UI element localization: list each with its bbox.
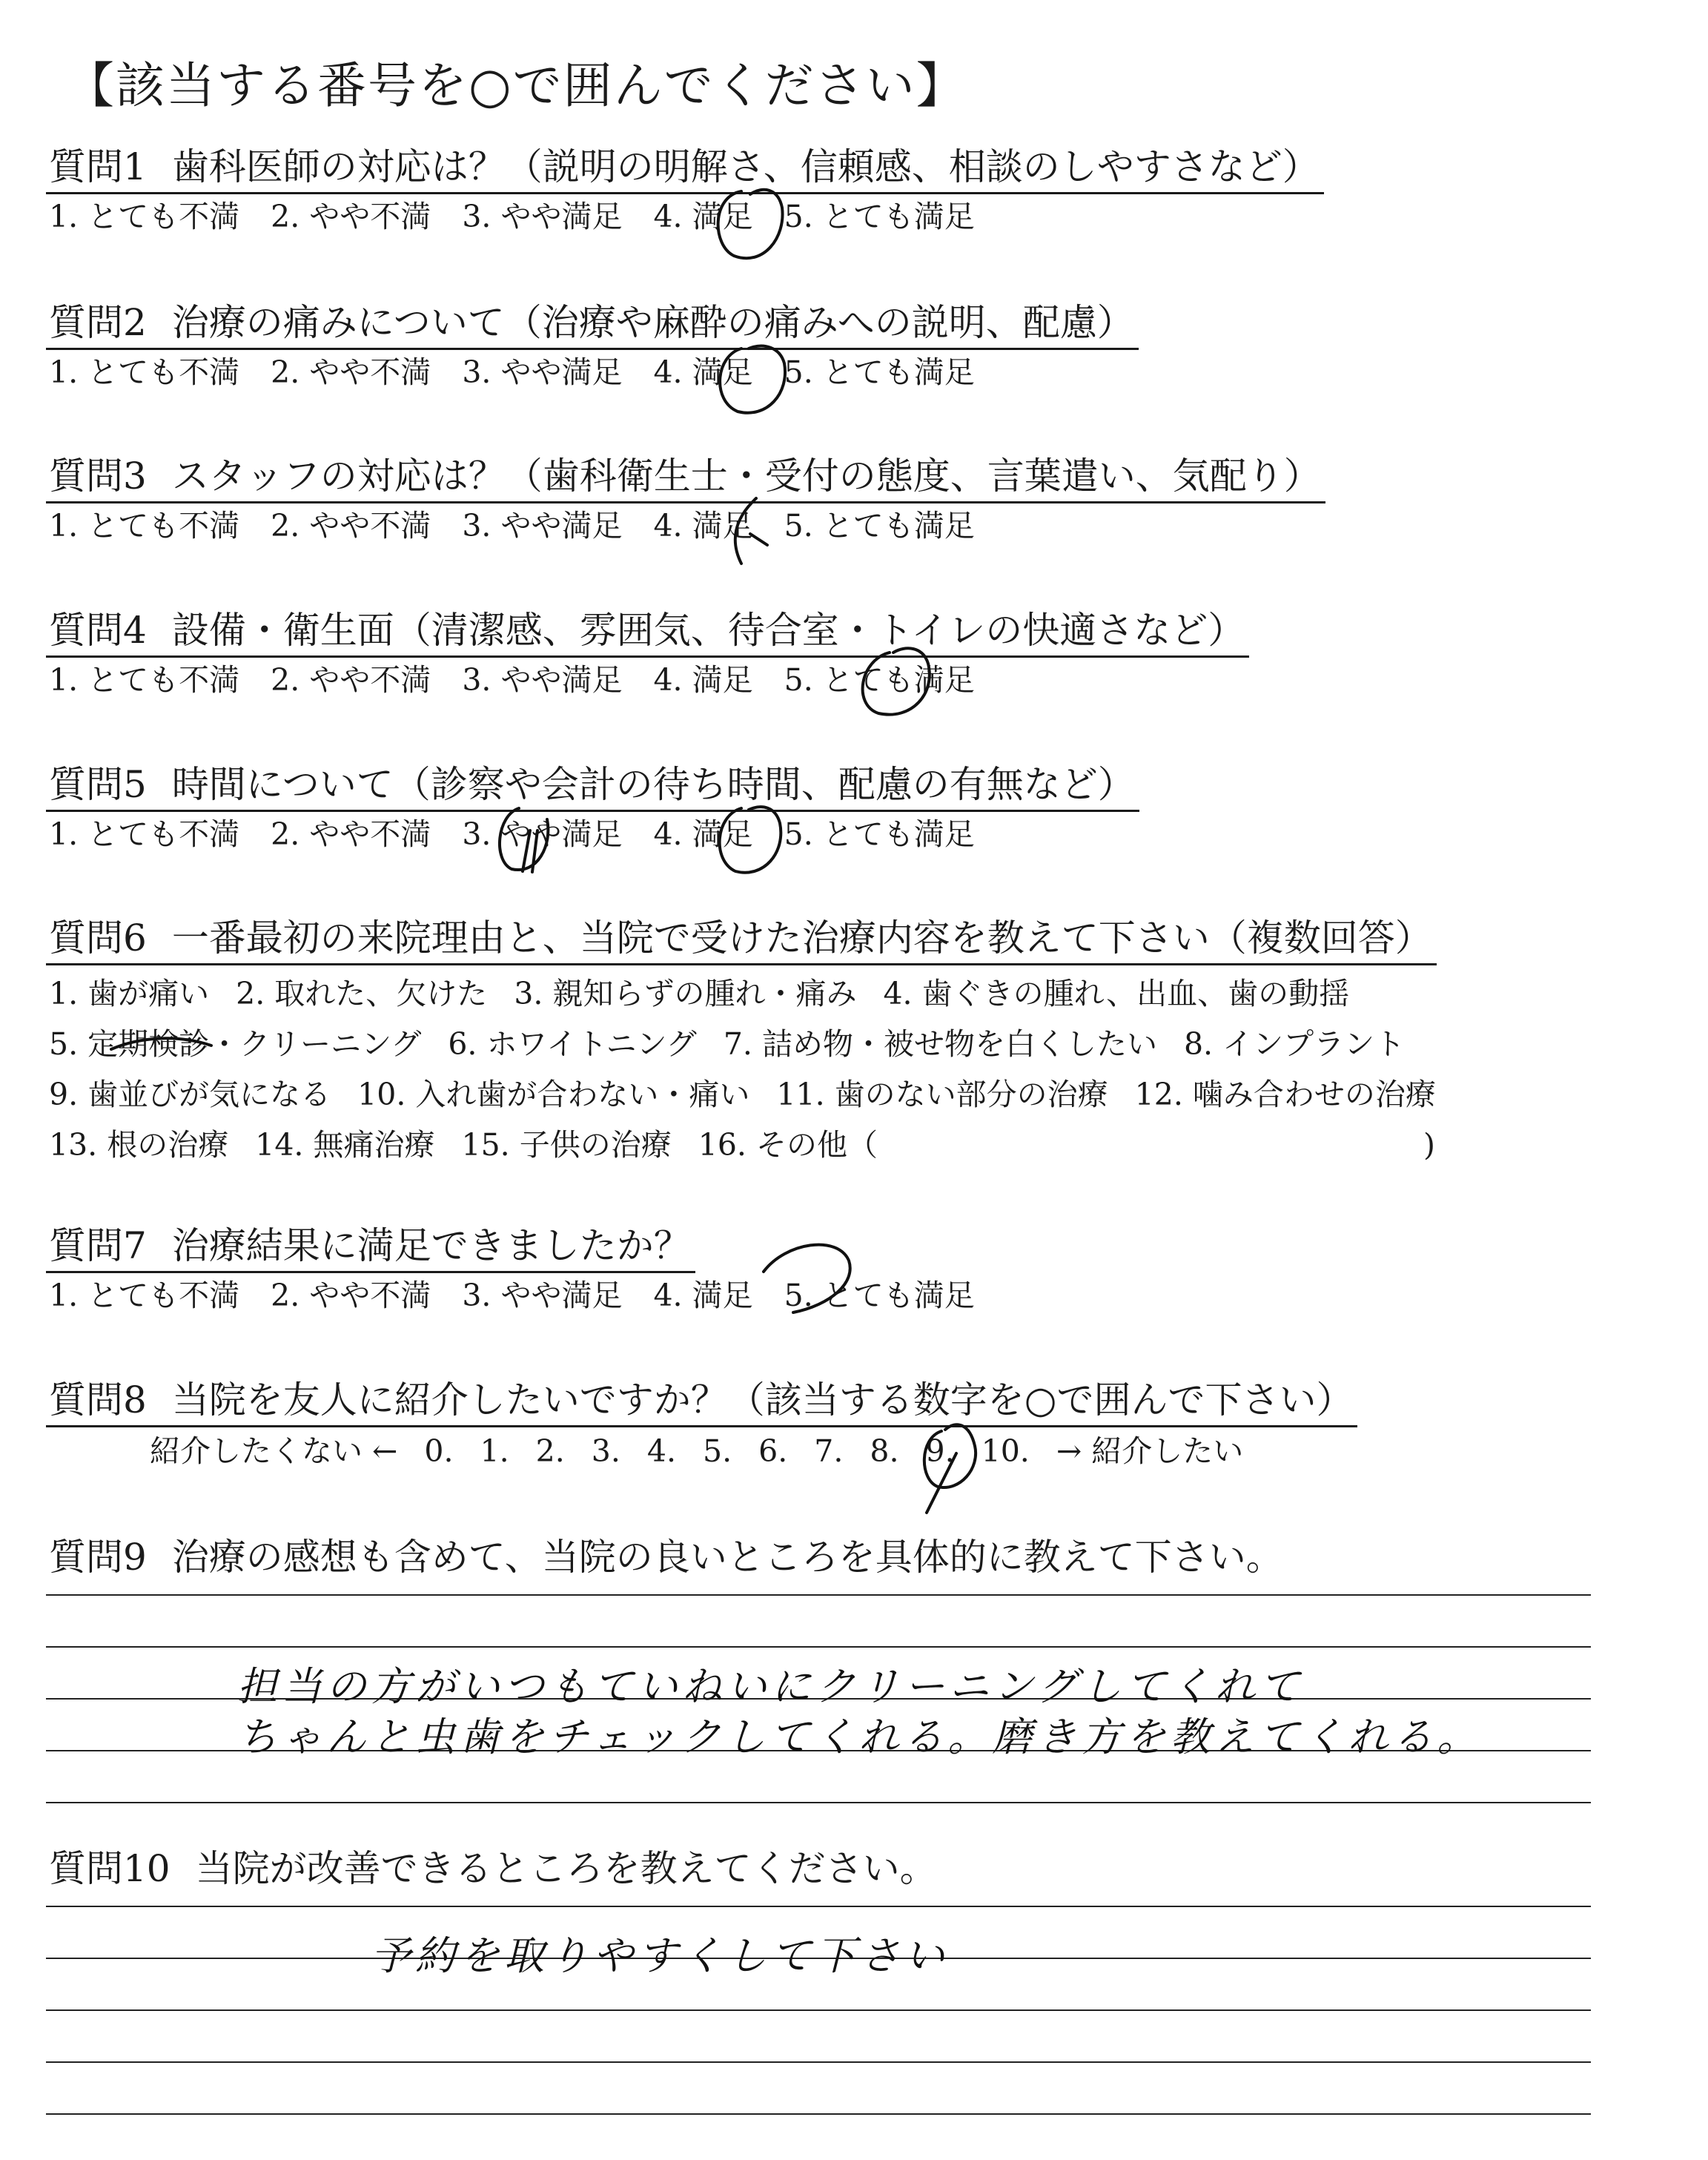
question-text: スタッフの対応は？（歯科衛生士・受付の態度、言葉遣い、気配り） <box>171 455 1321 498</box>
question-2 <box>46 300 1677 392</box>
option-1[interactable]: 1. とても不満 <box>49 199 240 234</box>
question-3-heading <box>46 454 1325 503</box>
scale-7[interactable]: 7. <box>814 1433 844 1469</box>
question-text: 時間について（診察や会計の待ち時間、配慮の有無など） <box>171 763 1135 806</box>
question-number: 質問4 <box>49 609 147 652</box>
option-13[interactable]: 13. 根の治療 <box>49 1127 229 1163</box>
scale-4[interactable]: 4. <box>646 1433 677 1469</box>
option-6[interactable]: 6. ホワイトニング <box>448 1026 697 1062</box>
writing-line <box>46 2061 1591 2063</box>
question-text: 歯科医師の対応は？（説明の明解さ、信頼感、相談のしやすさなど） <box>171 145 1320 188</box>
scale-2[interactable]: 2. <box>535 1433 565 1469</box>
option-5[interactable]: 5. とても満足 <box>784 816 975 852</box>
page-title: 【該当する番号を○で囲んでください】 <box>65 57 967 114</box>
other-close-paren: ) <box>1423 1127 1435 1163</box>
option-2[interactable]: 2. やや不満 <box>271 199 431 234</box>
question-number: 質問9 <box>49 1536 147 1579</box>
question-4 <box>46 608 1677 699</box>
option-4[interactable]: 4. 満足 <box>653 1278 753 1313</box>
question-text: 一番最初の来院理由と、当院で受けた治療内容を教えて下さい（複数回答） <box>171 916 1432 960</box>
question-7 <box>46 1223 1677 1315</box>
option-5[interactable]: 5. とても満足 <box>784 1278 975 1313</box>
scale-1[interactable]: 1. <box>480 1433 509 1469</box>
question-1-heading <box>46 145 1324 194</box>
question-1 <box>46 145 1677 236</box>
option-9[interactable]: 9. 歯並びが気になる <box>49 1077 331 1112</box>
option-4[interactable]: 4. 満足 <box>653 199 753 234</box>
scale-10[interactable]: 10. <box>981 1433 1030 1469</box>
option-5[interactable]: 5. とても満足 <box>784 354 975 390</box>
question-8 <box>46 1378 1677 1470</box>
question-number: 質問6 <box>49 916 147 960</box>
option-1[interactable]: 1. とても不満 <box>49 1278 240 1313</box>
answer-options <box>46 353 1677 392</box>
question-5-heading <box>46 762 1139 812</box>
option-1[interactable]: 1. 歯が痛い <box>49 976 210 1011</box>
writing-line <box>46 2009 1591 2011</box>
option-1[interactable]: 1. とても不満 <box>49 508 240 544</box>
scale-left-label: 紹介したくない ← <box>150 1433 398 1469</box>
option-5[interactable]: 5. 定期検診・クリーニング <box>49 1026 422 1062</box>
option-1[interactable]: 1. とても不満 <box>49 816 240 852</box>
writing-line <box>46 1802 1591 1803</box>
question-text: 治療の感想も含めて、当院の良いところを具体的に教えて下さい。 <box>171 1536 1283 1579</box>
option-15[interactable]: 15. 子供の治療 <box>461 1127 672 1163</box>
answer-options <box>46 661 1677 699</box>
handwritten-answer-q10: 予約を取りやすくして下さい <box>371 1932 949 1979</box>
question-9-heading <box>46 1535 1677 1579</box>
option-3[interactable]: 3. 親知らずの腫れ・痛み <box>514 976 857 1011</box>
writing-line <box>46 1906 1591 1907</box>
answer-options <box>46 1276 1677 1315</box>
writing-line <box>46 1594 1591 1596</box>
question-3 <box>46 454 1677 545</box>
question-text: 当院を友人に紹介したいですか？（該当する数字を○で囲んで下さい） <box>171 1378 1354 1421</box>
referral-scale <box>46 1432 1677 1470</box>
answer-row-1 <box>46 974 1677 1013</box>
handwritten-answer-q9-line1: 担当の方がいつもていねいにクリーニングしてくれて <box>237 1663 1304 1710</box>
option-3[interactable]: 3. やや満足 <box>462 662 623 698</box>
scale-9[interactable]: 9. <box>925 1433 955 1469</box>
option-2[interactable]: 2. やや不満 <box>271 816 431 852</box>
option-5[interactable]: 5. とても満足 <box>784 508 975 544</box>
question-number: 質問5 <box>49 763 147 806</box>
scale-3[interactable]: 3. <box>591 1433 620 1469</box>
scale-0[interactable]: 0. <box>424 1433 454 1469</box>
option-8[interactable]: 8. インプラント <box>1183 1026 1406 1062</box>
question-number: 質問3 <box>49 455 147 498</box>
option-2[interactable]: 2. やや不満 <box>271 662 431 698</box>
option-14[interactable]: 14. 無痛治療 <box>255 1127 435 1163</box>
option-1[interactable]: 1. とても不満 <box>49 662 240 698</box>
option-3[interactable]: 3. やや満足 <box>462 354 623 390</box>
scale-8[interactable]: 8. <box>870 1433 899 1469</box>
writing-line <box>46 1646 1591 1648</box>
option-3[interactable]: 3. やや満足 <box>462 1278 623 1313</box>
answer-options <box>46 815 1677 853</box>
option-5[interactable]: 5. とても満足 <box>784 199 975 234</box>
option-3[interactable]: 3. やや満足 <box>462 508 623 544</box>
option-10[interactable]: 10. 入れ歯が合わない・痛い <box>357 1077 750 1112</box>
option-2[interactable]: 2. 取れた、欠けた <box>236 976 488 1011</box>
option-3[interactable]: 3. やや満足 <box>462 199 623 234</box>
question-number: 質問1 <box>49 145 147 188</box>
option-1[interactable]: 1. とても不満 <box>49 354 240 390</box>
question-7-heading <box>46 1223 695 1273</box>
answer-row-4 <box>46 1126 1677 1164</box>
question-6-heading <box>46 916 1437 965</box>
question-text: 治療の痛みについて（治療や麻酔の痛みへの説明、配慮） <box>171 301 1134 344</box>
question-number: 質問7 <box>49 1224 147 1267</box>
question-number: 質問8 <box>49 1378 147 1421</box>
option-2[interactable]: 2. やや不満 <box>271 508 431 544</box>
question-5 <box>46 762 1677 853</box>
option-5[interactable]: 5. とても満足 <box>784 662 975 698</box>
question-4-heading <box>46 608 1249 658</box>
handwritten-answer-q9-line2: ちゃんと虫歯をチェックしてくれる。磨き方を教えてくれる。 <box>237 1714 1482 1760</box>
option-4[interactable]: 4. 満足 <box>653 816 753 852</box>
option-12[interactable]: 12. 噛み合わせの治療 <box>1134 1077 1436 1112</box>
question-9 <box>46 1535 1677 1579</box>
question-number: 質問10 <box>49 1847 171 1890</box>
option-4[interactable]: 4. 満足 <box>653 662 753 698</box>
question-10 <box>46 1846 1677 1891</box>
option-4[interactable]: 4. 歯ぐきの腫れ、出血、歯の動揺 <box>883 976 1350 1011</box>
option-2[interactable]: 2. やや不満 <box>271 1278 431 1313</box>
scale-right-label: → 紹介したい <box>1056 1433 1244 1469</box>
answer-options <box>46 197 1677 236</box>
question-2-heading <box>46 300 1139 350</box>
option-2[interactable]: 2. やや不満 <box>271 354 431 390</box>
option-16[interactable]: 16. その他（ <box>698 1127 878 1163</box>
option-4[interactable]: 4. 満足 <box>653 354 753 390</box>
answer-row-3 <box>46 1075 1677 1114</box>
scale-5[interactable]: 5. <box>703 1433 732 1469</box>
question-10-heading <box>46 1846 1677 1891</box>
writing-line <box>46 2113 1591 2115</box>
question-6 <box>46 916 1677 1164</box>
option-11[interactable]: 11. 歯のない部分の治療 <box>776 1077 1108 1112</box>
option-3[interactable]: 3. やや満足 <box>462 816 623 852</box>
question-text: 治療結果に満足できましたか？ <box>171 1224 691 1267</box>
answer-options <box>46 506 1677 545</box>
question-number: 質問2 <box>49 301 147 344</box>
question-8-heading <box>46 1378 1357 1427</box>
question-text: 当院が改善できるところを教えてください。 <box>195 1847 937 1890</box>
option-7[interactable]: 7. 詰め物・被せ物を白くしたい <box>723 1026 1157 1062</box>
option-4[interactable]: 4. 満足 <box>653 508 753 544</box>
question-text: 設備・衛生面（清潔感、雰囲気、待合室・トイレの快適さなど） <box>171 609 1245 652</box>
scale-6[interactable]: 6. <box>758 1433 788 1469</box>
answer-row-2 <box>46 1025 1677 1063</box>
